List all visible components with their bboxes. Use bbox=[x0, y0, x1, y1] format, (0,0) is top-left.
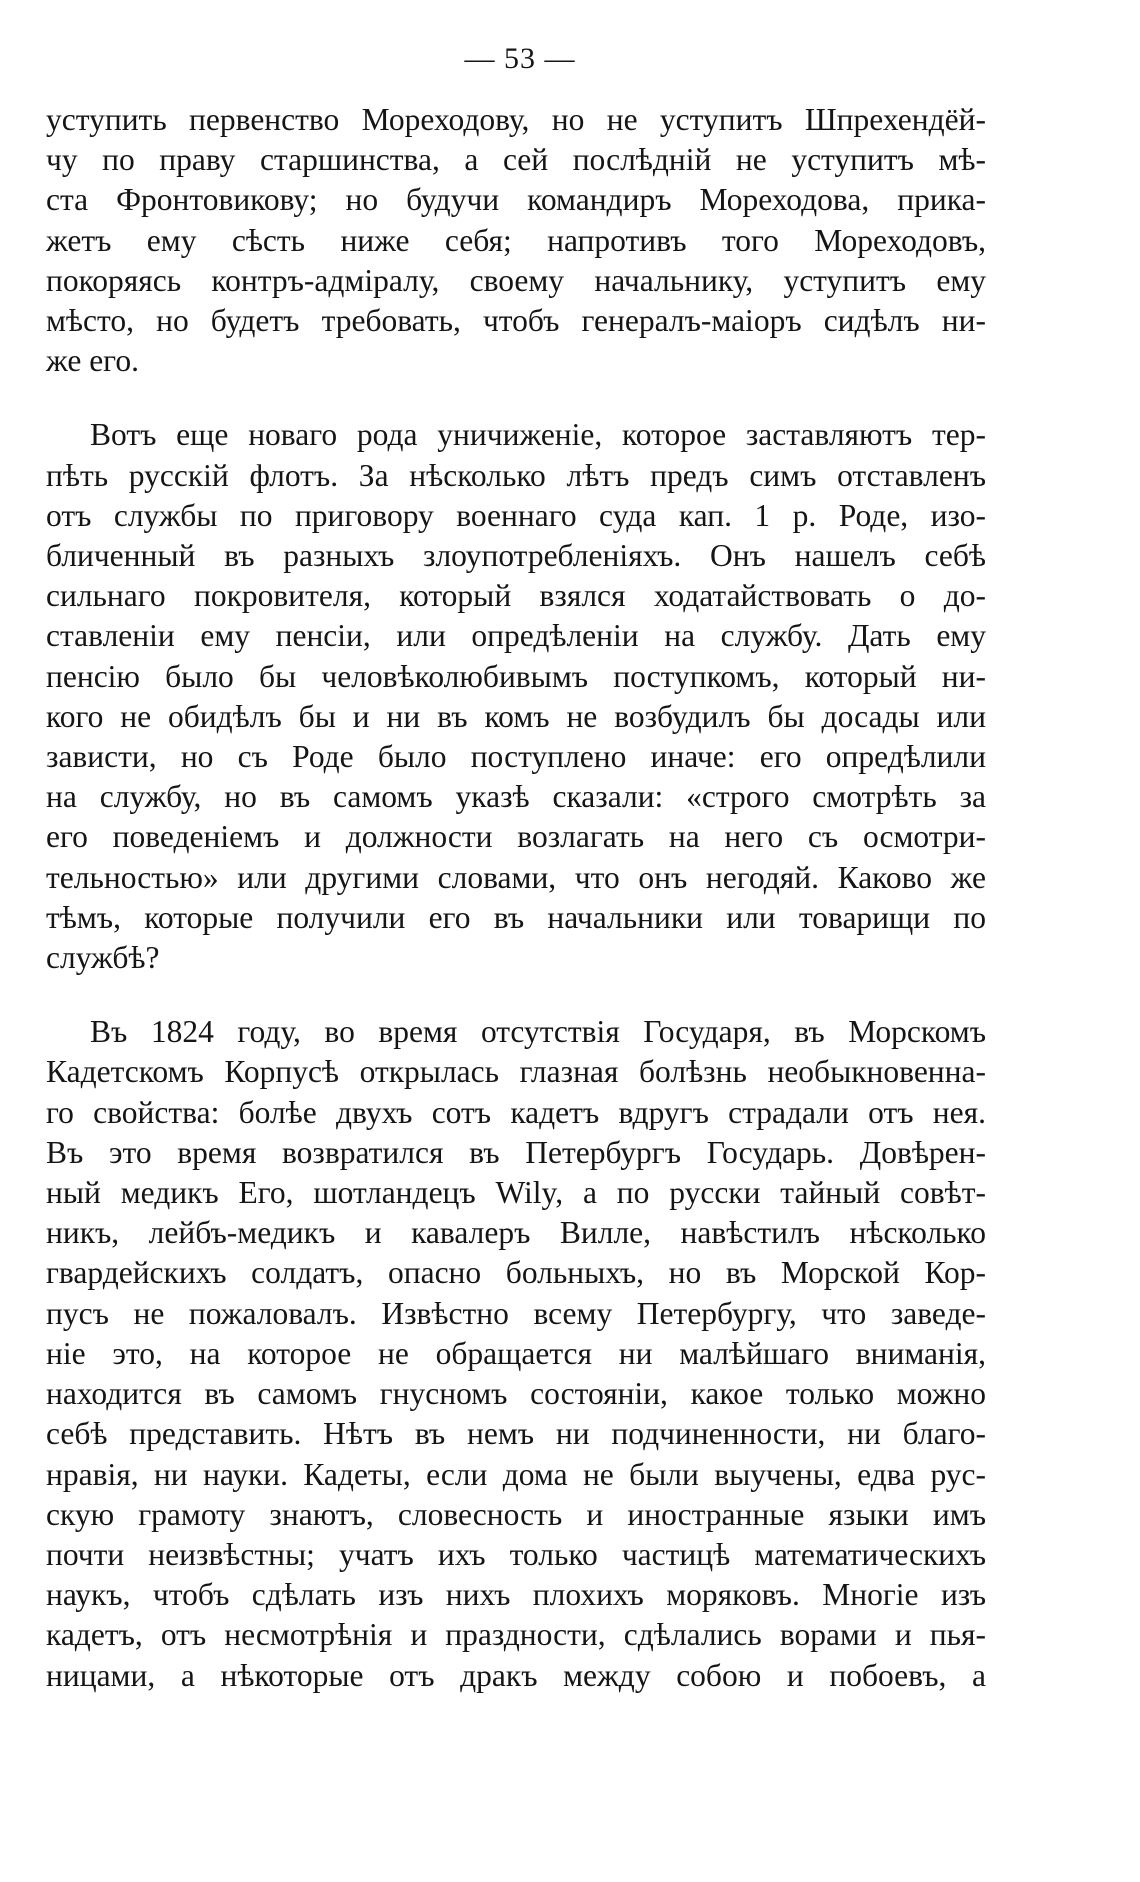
text-line: зависти, но съ Роде было поступлено иначе: его опредѣлили bbox=[46, 739, 986, 775]
text-line: покоряясь контръ-адміралу, своему начальнику, уступитъ ему bbox=[46, 262, 986, 298]
text-line: ставленіи ему пенсіи, или опредѣленіи на службу. Дать ему bbox=[46, 618, 986, 654]
text-line: тѣмъ, которые получили его въ начальники или товарищи по bbox=[46, 899, 986, 935]
text-line: ный медикъ Его, шотландецъ Wily, а по русски тайный совѣт- bbox=[46, 1175, 986, 1211]
text-line: пѣть русскій флотъ. За нѣсколько лѣтъ предъ симъ отставленъ bbox=[46, 457, 986, 493]
text-line: никъ, лейбъ-медикъ и кавалеръ Вилле, навѣстилъ нѣсколько bbox=[46, 1215, 986, 1251]
text-line: находится въ самомъ гнусномъ состояніи, какое только можно bbox=[46, 1376, 986, 1412]
text-line: мѣсто, но будетъ требовать, чтобъ генералъ-маіоръ сидѣлъ ни- bbox=[46, 303, 986, 339]
text-line: ницами, а нѣкоторые отъ дракъ между собою и побоевъ, а bbox=[46, 1657, 986, 1693]
text-line: кого не обидѣлъ бы и ни въ комъ не возбудилъ бы досады или bbox=[46, 698, 986, 734]
page-number: — 53 — bbox=[464, 42, 576, 75]
text-line: го свойства: болѣе двухъ сотъ кадетъ вдругъ страдали отъ нея. bbox=[46, 1094, 986, 1130]
text-line: наукъ, чтобъ сдѣлать изъ нихъ плохихъ моряковъ. Многіе изъ bbox=[46, 1577, 986, 1613]
paragraph-1 bbox=[46, 100, 986, 381]
text-line: уступить первенство Мореходову, но не уступитъ Шпрехендёй- bbox=[46, 102, 986, 137]
text-line: почти неизвѣстны; учатъ ихъ только частицѣ математическихъ bbox=[46, 1536, 986, 1572]
text-line: отъ службы по приговору военнаго суда кап. 1 р. Роде, изо- bbox=[46, 497, 986, 533]
text-line: пенсію было бы человѣколюбивымъ поступкомъ, который ни- bbox=[46, 658, 986, 694]
text-line: Кадетскомъ Корпусѣ открылась глазная болѣзнь необыкновенна- bbox=[46, 1054, 986, 1090]
text-line: кадетъ, отъ несмотрѣнія и праздности, сдѣлались ворами и пья- bbox=[46, 1617, 986, 1653]
text-line: на службу, но въ самомъ указѣ сказали: «строго смотрѣть за bbox=[46, 779, 986, 815]
text-line: нравія, ни науки. Кадеты, если дома не были выучены, едва рус- bbox=[46, 1456, 986, 1492]
text-line: жетъ ему сѣсть ниже себя; напротивъ того Мореходовъ, bbox=[46, 222, 986, 258]
paragraph-2 bbox=[46, 415, 986, 978]
text-line: тельностью» или другими словами, что онъ негодяй. Каково же bbox=[46, 859, 986, 895]
text-line: ніе это, на которое не обращается ни малѣйшаго вниманія, bbox=[46, 1335, 986, 1371]
text-line: Вотъ еще новаго рода уничиженіе, которое заставляютъ тер- bbox=[90, 417, 986, 453]
text-line: сильнаго покровителя, который взялся ходатайствовать о до- bbox=[46, 578, 986, 614]
text-line: ста Фронтовикову; но будучи командиръ Мореходова, прика- bbox=[46, 182, 986, 218]
text-line: чу по праву старшинства, а сей послѣдній не уступитъ мѣ- bbox=[46, 142, 986, 178]
text-line: Въ это время возвратился въ Петербургъ Государь. Довѣрен- bbox=[46, 1134, 986, 1170]
text-line: пусъ не пожаловалъ. Извѣстно всему Петербургу, что заведе- bbox=[46, 1295, 986, 1331]
text-line: Въ 1824 году, во время отсутствія Государя, въ Морскомъ bbox=[90, 1014, 986, 1050]
text-line: себѣ представить. Нѣтъ въ немъ ни подчиненности, ни благо- bbox=[46, 1416, 986, 1452]
paragraph-3 bbox=[46, 1012, 986, 1695]
text-line: его поведеніемъ и должности возлагать на него съ осмотри- bbox=[46, 819, 986, 855]
text-line: службѣ? bbox=[46, 940, 160, 976]
text-line: же его. bbox=[46, 343, 139, 379]
body-text bbox=[46, 100, 986, 1730]
text-line: скую грамоту знаютъ, словесность и иностранные языки имъ bbox=[46, 1496, 986, 1532]
text-line: бличенный въ разныхъ злоупотребленіяхъ. Онъ нашелъ себѣ bbox=[46, 538, 986, 574]
text-line: гвардейскихъ солдатъ, опасно больныхъ, но въ Морской Кор- bbox=[46, 1255, 986, 1291]
